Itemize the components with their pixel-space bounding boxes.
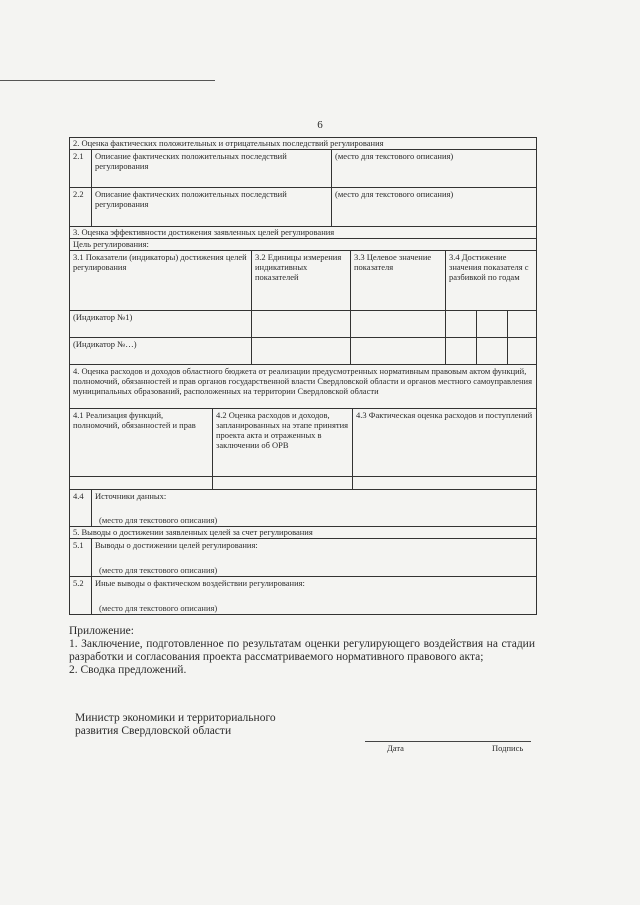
goal-label: Цель регулирования: [70, 239, 536, 251]
year-cell [508, 311, 536, 337]
text-placeholder: (место для текстового описания) [335, 189, 454, 199]
empty-cell [252, 338, 351, 364]
indicator-row-2 [70, 338, 536, 364]
year-cell [508, 338, 536, 364]
report-form [69, 137, 537, 615]
budget-data-row [70, 477, 536, 490]
signature-label: Подпись [492, 743, 524, 753]
indicator-name: (Индикатор №1) [70, 311, 252, 337]
row-number: 5.1 [70, 539, 92, 576]
empty-cell [353, 477, 536, 489]
appendix-item-1: 1. Заключение, подготовленное по результатам оценки регулирующего воздействия на стадии разработки и согласования проекта рассматриваемого нормативного правового акта; [69, 638, 535, 663]
row-label: Выводы о достижении целей регулирования: [95, 540, 258, 550]
empty-cell [252, 311, 351, 337]
appendix-block [69, 625, 535, 677]
text-placeholder: (место для текстового описания) [99, 565, 218, 575]
appendix-title: Приложение: [69, 625, 134, 637]
indicators-header-row [70, 251, 536, 311]
section-3-title: 3. Оценка эффективности достижения заявленных целей регулирования [70, 227, 536, 239]
row-number: 4.4 [70, 490, 92, 526]
scan-edge-line [0, 80, 215, 81]
year-cell [446, 338, 477, 364]
year-cell [446, 311, 477, 337]
text-placeholder: (место для текстового описания) [335, 151, 454, 161]
row-content [92, 539, 536, 576]
row-5-2 [70, 577, 536, 614]
section-4-table [69, 365, 537, 527]
section-5-table [69, 527, 537, 615]
header-3-2: 3.2 Единицы измерения индикативных показателей [252, 251, 351, 310]
text-placeholder: (место для текстового описания) [99, 603, 218, 613]
header-3-3: 3.3 Целевое значение показателя [351, 251, 446, 310]
signatory-position-line-1: Министр экономики и территориального [75, 712, 276, 724]
signatory-block [75, 712, 276, 738]
row-content [92, 490, 536, 526]
section-2-table [69, 137, 537, 227]
row-label: Иные выводы о фактическом воздействии регулирования: [95, 578, 305, 588]
section-4-title: 4. Оценка расходов и доходов областного бюджета от реализации предусмотренных нормативным правовым актом функций, полномочий, обязанностей и прав органов государственной власти Свердловской области и органов местного самоуправления муниципальных образований, расположенных на территории Свердловской области [70, 365, 536, 409]
indicator-row-1 [70, 311, 536, 338]
header-3-1: 3.1 Показатели (индикаторы) достижения целей регулирования [70, 251, 252, 310]
page-number: 6 [317, 119, 323, 131]
row-label: Описание фактических положительных последствий регулирования [92, 188, 332, 226]
row-number: 5.2 [70, 577, 92, 614]
section-2-title: 2. Оценка фактических положительных и отрицательных последствий регулирования [70, 138, 536, 150]
empty-cell [351, 311, 446, 337]
row-content [92, 577, 536, 614]
section-5-title: 5. Выводы о достижении заявленных целей за счет регулирования [70, 527, 536, 539]
row-5-1 [70, 539, 536, 577]
row-number: 2.1 [70, 150, 92, 187]
header-4-2: 4.2 Оценка расходов и доходов, запланированных на этапе принятия проекта акта и отраженных в заключении об ОРВ [213, 409, 353, 476]
indicator-name: (Индикатор №…) [70, 338, 252, 364]
section-3-table [69, 227, 537, 365]
year-cell [477, 311, 508, 337]
text-placeholder: (место для текстового описания) [99, 515, 218, 525]
row-number: 2.2 [70, 188, 92, 226]
header-4-1: 4.1 Реализация функций, полномочий, обязанностей и прав [70, 409, 213, 476]
row-2-2 [70, 188, 536, 226]
empty-cell [70, 477, 213, 489]
signatory-position-line-2: развития Свердловской области [75, 725, 232, 737]
row-2-1 [70, 150, 536, 188]
budget-header-row [70, 409, 536, 477]
row-4-4 [70, 490, 536, 526]
header-3-4: 3.4 Достижение значения показателя с разбивкой по годам [449, 252, 529, 282]
empty-cell [351, 338, 446, 364]
empty-cell [213, 477, 353, 489]
year-cell [477, 338, 508, 364]
row-label: Описание фактических положительных последствий регулирования [92, 150, 332, 187]
date-label: Дата [387, 743, 404, 753]
appendix-item-2: 2. Сводка предложений. [69, 664, 187, 676]
header-4-3: 4.3 Фактическая оценка расходов и поступлений [356, 410, 533, 420]
signature-line [365, 741, 531, 742]
row-label: Источники данных: [95, 491, 167, 501]
